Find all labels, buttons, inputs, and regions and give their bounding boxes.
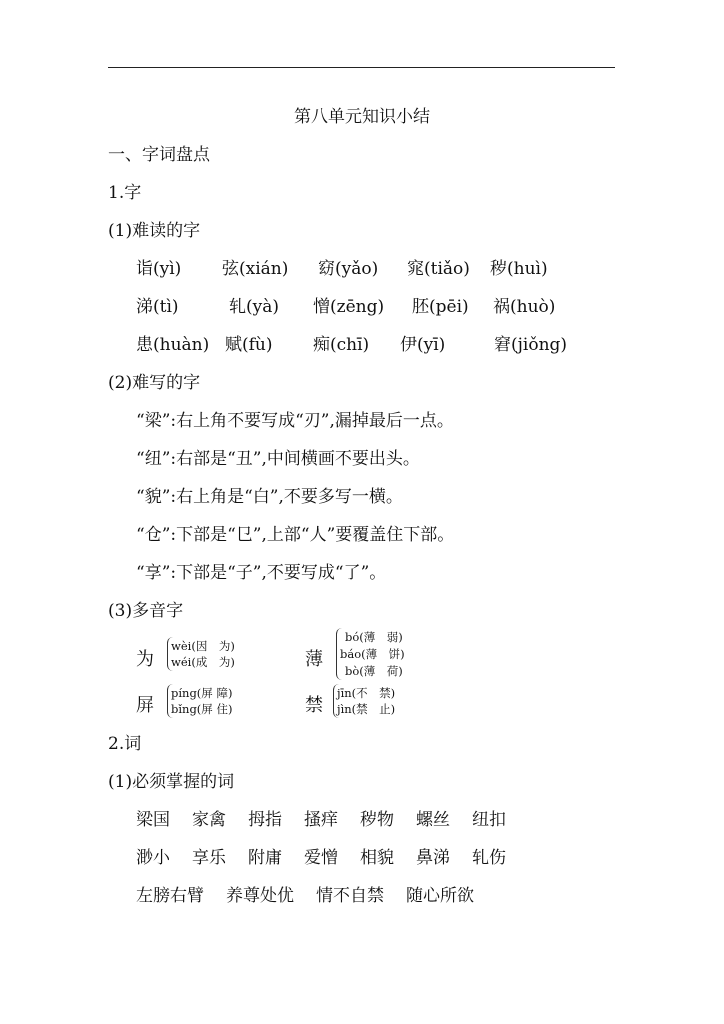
word-item: 情不自禁	[316, 886, 384, 906]
subsection-zi: 1.字	[108, 183, 142, 203]
page-title: 第八单元知识小结	[294, 107, 430, 127]
word-row	[136, 809, 528, 831]
hard-write-note: “仓”:下部是“㔾”,上部“人”要覆盖住下部。	[136, 525, 455, 545]
polyphone-char: 禁	[305, 695, 323, 716]
hard-write-note: “梁”:右上角不要写成“刃”,漏掉最后一点。	[136, 411, 454, 431]
hard-write-heading: (2)难写的字	[108, 373, 201, 393]
word-item: 养尊处优	[226, 886, 294, 906]
hard-read-heading: (1)难读的字	[108, 221, 201, 241]
char-item: 涕(tì)	[136, 297, 179, 317]
subsection-ci: 2.词	[108, 734, 142, 754]
word-item: 鼻涕	[416, 848, 450, 868]
polyphone-option: jīn(不 禁)	[337, 686, 396, 700]
word-item: 家禽	[192, 810, 226, 830]
header-rule	[108, 67, 615, 68]
polyphone-option: bó(薄 弱)	[345, 630, 403, 644]
word-item: 拇指	[248, 810, 282, 830]
char-item: 窘(jiǒng)	[494, 335, 568, 355]
word-item: 附庸	[248, 848, 282, 868]
word-item: 梁国	[136, 810, 170, 830]
char-item: 秽(huì)	[490, 259, 548, 279]
word-item: 随心所欲	[406, 886, 474, 906]
polyphone-option: báo(薄 饼)	[340, 647, 405, 661]
must-words-heading: (1)必须掌握的词	[108, 772, 235, 792]
polyphone-option: wèi(因 为)	[171, 639, 235, 653]
char-item: 诣(yì)	[136, 259, 182, 279]
word-item: 秽物	[360, 810, 394, 830]
polyphone-option: jìn(禁 止)	[337, 702, 396, 716]
hard-write-note: “享”:下部是“子”,不要写成“了”。	[136, 563, 387, 583]
char-item: 伊(yī)	[400, 335, 446, 355]
char-item: 窈(yǎo)	[318, 259, 379, 279]
word-row	[136, 847, 528, 869]
word-item: 相貌	[360, 848, 394, 868]
polyphone-option: bǐng(屏 住)	[171, 702, 233, 716]
char-item: 胚(pēi)	[412, 297, 469, 317]
word-item: 搔痒	[304, 810, 338, 830]
char-item: 憎(zēng)	[313, 297, 385, 317]
word-item: 爱憎	[304, 848, 338, 868]
word-item: 纽扣	[472, 810, 506, 830]
word-item: 左膀右臂	[136, 886, 204, 906]
polyphone-option: píng(屏 障)	[171, 686, 233, 700]
char-item: 痴(chī)	[313, 335, 370, 355]
polyphone-heading: (3)多音字	[108, 601, 184, 621]
word-item: 渺小	[136, 848, 170, 868]
word-item: 享乐	[192, 848, 226, 868]
word-item: 螺丝	[416, 810, 450, 830]
char-item: 轧(yà)	[229, 297, 280, 317]
polyphone-char: 为	[136, 649, 154, 670]
polyphone-char: 屏	[136, 695, 154, 716]
polyphone-option: bò(薄 荷)	[345, 664, 403, 678]
polyphone-option: wéi(成 为)	[171, 655, 235, 669]
hard-write-note: “纽”:右部是“丑”,中间横画不要出头。	[136, 449, 420, 469]
char-item: 弦(xián)	[222, 259, 289, 279]
hard-write-note: “貌”:右上角是“白”,不要多写一横。	[136, 487, 403, 507]
polyphone-char: 薄	[305, 649, 323, 670]
section-heading: 一、字词盘点	[108, 145, 210, 165]
char-item: 窕(tiǎo)	[407, 259, 470, 279]
word-item: 轧伤	[472, 848, 506, 868]
char-item: 患(huàn)	[136, 335, 210, 355]
char-item: 赋(fù)	[225, 335, 273, 355]
word-row	[136, 885, 496, 907]
char-item: 祸(huò)	[493, 297, 556, 317]
